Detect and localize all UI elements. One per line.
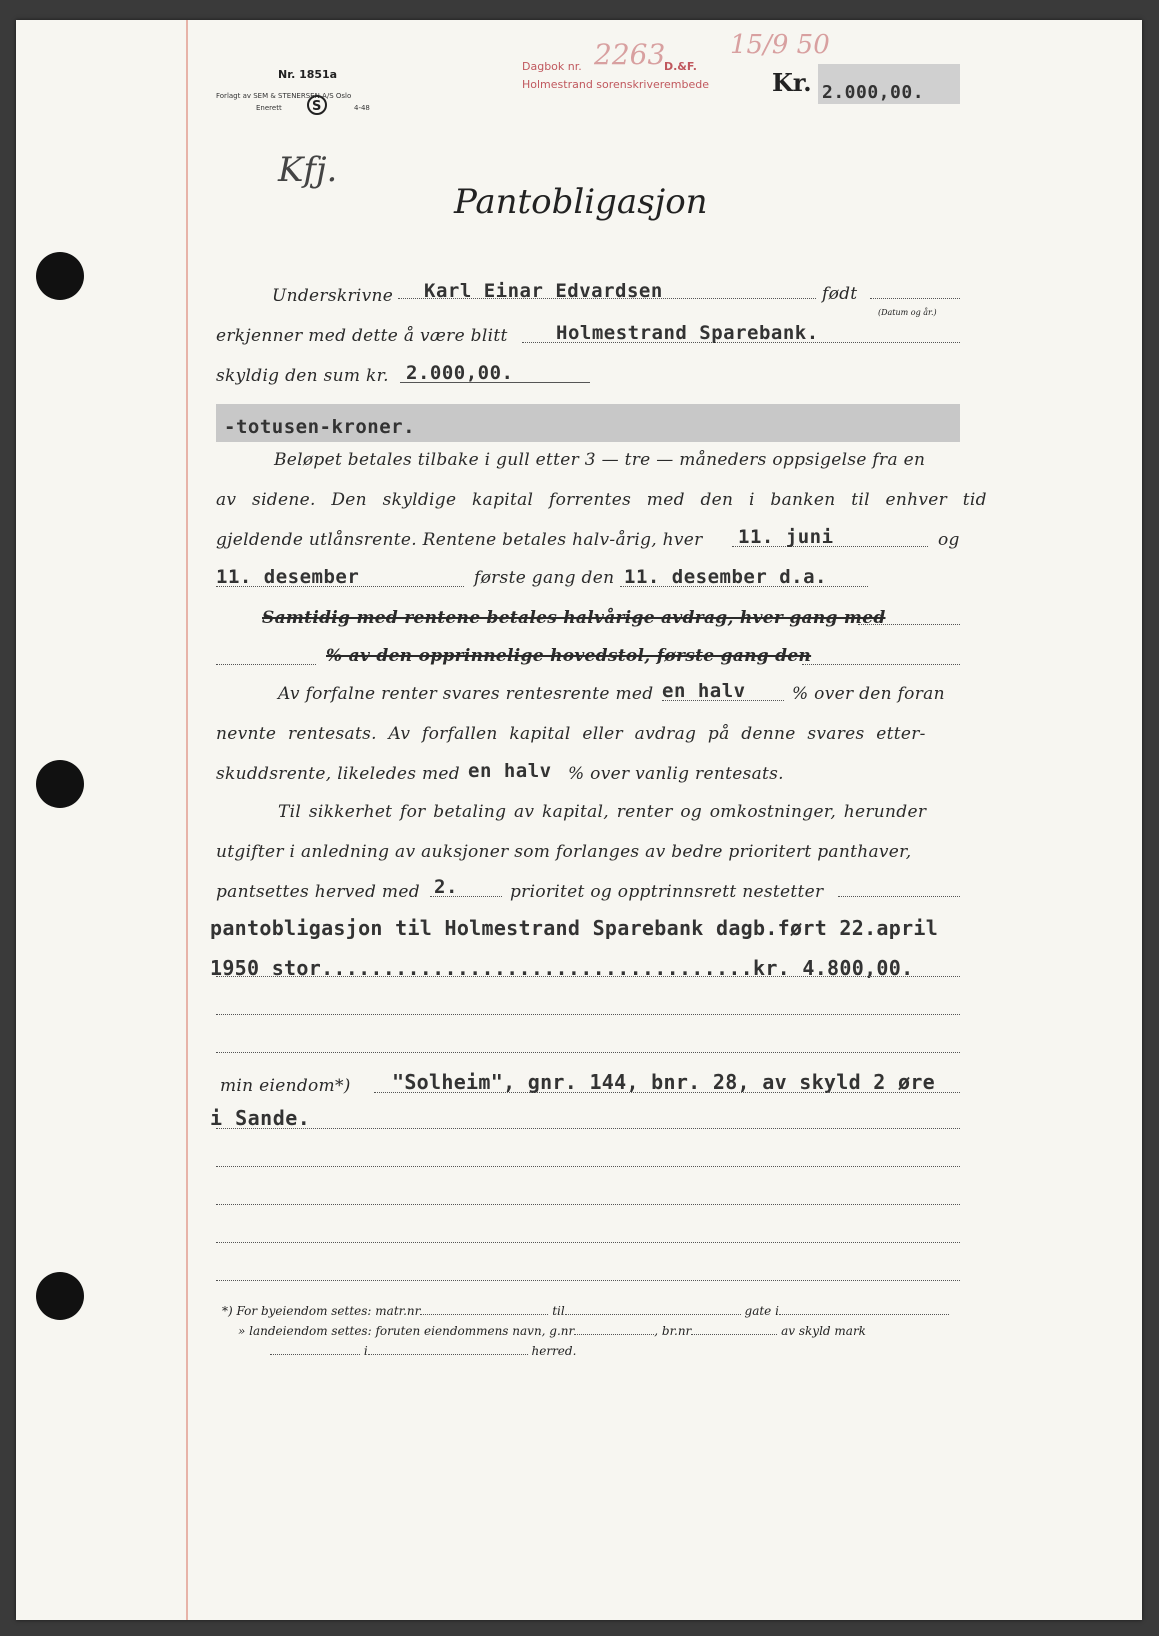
fill-line bbox=[216, 1204, 960, 1205]
stamp-dagbok-number: 2263 bbox=[594, 38, 666, 71]
fill-line bbox=[870, 298, 960, 299]
struck-installment-line2: % av den opprinnelige hovedstol, første gang den bbox=[326, 646, 812, 666]
form-number: Nr. 1851a bbox=[278, 68, 338, 81]
footnote-byeiendom: *) For byeiendom settes: matr.nr bbox=[222, 1304, 421, 1318]
p1-line1: Beløpet betales tilbake i gull etter 3 — tre — måneders oppsigelse fra en bbox=[274, 450, 926, 470]
fill-line bbox=[802, 664, 960, 665]
fill-line bbox=[216, 1014, 960, 1015]
interest-term-1: 11. juni bbox=[738, 526, 834, 548]
undersign-label: Underskrivne bbox=[272, 286, 394, 306]
fill-line bbox=[662, 700, 784, 701]
amount-value: 2.000,00. bbox=[822, 82, 925, 103]
stamp-date: 15/9 50 bbox=[730, 30, 830, 60]
stamp-dagbok-label: Dagbok nr. bbox=[522, 60, 582, 73]
footnote-brnr: br.nr bbox=[661, 1324, 692, 1338]
binder-hole bbox=[36, 1272, 84, 1320]
publisher-line: Forlagt av SEM & STENERSEN A/S Oslo bbox=[216, 92, 352, 100]
footnote-line3 bbox=[270, 1344, 576, 1358]
publisher-enerett: Enerett bbox=[256, 104, 282, 112]
sum-figures: 2.000,00. bbox=[406, 362, 514, 384]
footnote-til: til bbox=[552, 1304, 565, 1318]
eiendom-label: min eiendom*) bbox=[220, 1076, 351, 1096]
struck-installment-line1: Samtidig med rentene betales halvårige avdrag, hver gang med bbox=[262, 608, 886, 628]
penalty-rate-1: en halv bbox=[662, 680, 746, 702]
sum-words: -totusen-kroner. bbox=[224, 416, 416, 438]
footnote-line1 bbox=[222, 1304, 949, 1318]
amount-label: Kr. bbox=[772, 68, 812, 97]
footnote-skyld-mark: av skyld mark bbox=[781, 1324, 866, 1338]
page-title: Pantobligasjon bbox=[454, 182, 708, 222]
p2-line1: Av forfalne renter svares rentesrente med bbox=[278, 684, 654, 704]
penalty-rate-2: en halv bbox=[468, 760, 552, 782]
prior-obligation-line2: 1950 stor...................................kr. 4.800,00. bbox=[210, 956, 914, 980]
footnote-i: i bbox=[363, 1344, 368, 1358]
fill-line bbox=[216, 1166, 960, 1167]
fodt-label: født bbox=[822, 284, 858, 304]
p2-line3-end: % over vanlig rentesats. bbox=[568, 764, 784, 784]
fill-line bbox=[374, 1092, 960, 1093]
footnote-herred: herred. bbox=[531, 1344, 577, 1358]
stamp-office: Holmestrand sorenskriverembede bbox=[522, 78, 709, 91]
forste-gang-label: første gang den bbox=[474, 568, 615, 588]
p3-line1: Til sikkerhet for betaling av kapital, renter og omkostninger, herunder bbox=[278, 802, 927, 822]
p3-line3-end: prioritet og opptrinnsrett nestetter bbox=[510, 882, 824, 902]
stamp-suffix: D.&F. bbox=[664, 60, 697, 73]
datum-hint: (Datum og år.) bbox=[878, 308, 937, 317]
first-interest-date: 11. desember d.a. bbox=[624, 566, 827, 588]
property-line2: i Sande. bbox=[210, 1106, 311, 1130]
edition: 4-48 bbox=[354, 104, 370, 112]
initials: Kfj. bbox=[278, 150, 338, 190]
p1-line3: gjeldende utlånsrente. Rentene betales halv-årig, hver bbox=[216, 530, 703, 550]
document-page bbox=[16, 20, 1142, 1620]
fill-line bbox=[216, 976, 960, 977]
binder-hole bbox=[36, 252, 84, 300]
p2-line3: skuddsrente, likeledes med bbox=[216, 764, 460, 784]
margin-rule bbox=[186, 20, 188, 1620]
publisher-logo-icon bbox=[306, 94, 328, 116]
prior-obligation-line1: pantobligasjon til Holmestrand Sparebank dagb.ført 22.april bbox=[210, 916, 939, 940]
p3-line2: utgifter i anledning av auksjoner som forlanges av bedre prioritert panthaver, bbox=[216, 842, 912, 862]
fill-line bbox=[858, 624, 960, 625]
creditor: Holmestrand Sparebank. bbox=[556, 322, 819, 344]
fill-line bbox=[216, 1280, 960, 1281]
erkjenner-label: erkjenner med dette å være blitt bbox=[216, 326, 508, 346]
footnote-line2: » landeiendom settes: foruten eiendommens navn, g.nr , br.nr av skyld mark bbox=[238, 1324, 866, 1338]
fill-line bbox=[216, 1128, 960, 1129]
skyldig-label: skyldig den sum kr. bbox=[216, 366, 389, 386]
footnote-gate: gate i bbox=[744, 1304, 779, 1318]
undersign-name: Karl Einar Edvardsen bbox=[424, 280, 663, 302]
priority-number: 2. bbox=[434, 876, 458, 898]
property-line1: "Solheim", gnr. 144, bnr. 28, av skyld 2 øre bbox=[392, 1070, 936, 1094]
svg-text:S: S bbox=[312, 99, 322, 114]
fill-line bbox=[216, 1052, 960, 1053]
fill-line bbox=[838, 896, 960, 897]
fill-line bbox=[400, 382, 590, 383]
fill-line bbox=[216, 1242, 960, 1243]
fill-line bbox=[216, 664, 316, 665]
og-label: og bbox=[938, 530, 960, 550]
interest-term-2: 11. desember bbox=[216, 566, 360, 588]
fill-line bbox=[430, 896, 502, 897]
p2-line1-end: % over den foran bbox=[792, 684, 945, 704]
binder-hole bbox=[36, 760, 84, 808]
p3-line3: pantsettes herved med bbox=[216, 882, 420, 902]
p2-line2: nevnte rentesats. Av forfallen kapital eller avdrag på denne svares etter- bbox=[216, 724, 926, 744]
fill-line bbox=[216, 586, 464, 587]
footnote-landeiendom: » landeiendom settes: foruten eiendommens navn, g.nr bbox=[238, 1324, 575, 1338]
p1-line2: av sidene. Den skyldige kapital forrentes med den i banken til enhver tid bbox=[216, 490, 987, 510]
